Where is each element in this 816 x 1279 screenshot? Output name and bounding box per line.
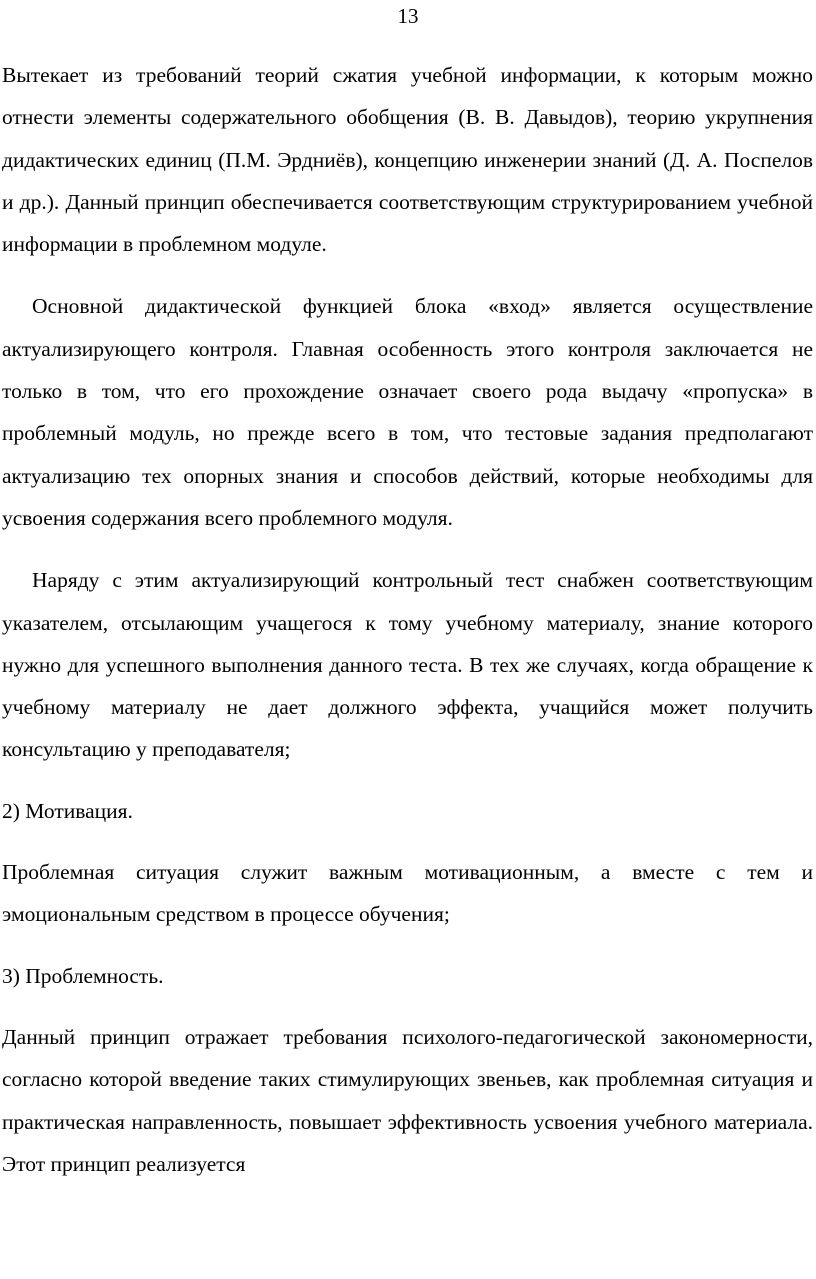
paragraph-compression-theories: Вытекает из требований теорий сжатия учебной информации, к которым можно отнести элементы содержательного обобщения (В. В. Давыдов), теорию укрупнения дидактических единиц (П.М. Эрдниёв), концепцию инженерии знаний (Д. А. Поспелов и др.). Данный принцип обеспечивается соответствующим структурированием учебной информации в проблемном модуле. — [2, 63, 813, 257]
paragraph-principle-reflection: Данный принцип отражает требования психолого-педагогической закономерности, согласно которой введение таких стимулирующих звеньев, как проблемная ситуация и практическая направленность, повышает эффективность усвоения учебного материала. Этот принцип реализуется — [2, 1024, 813, 1176]
paragraph-control-test-pointer: Наряду с этим актуализирующий контрольный тест снабжен соответствующим указателем, отсылающим учащегося к тому учебному материалу, знание которого нужно для успешного выполнения данного теста. В тех же случаях, когда обращение к учебному материалу не дает должного эффекта, учащийся может получить консультацию у преподавателя; — [2, 568, 813, 762]
paragraph-problem-situation: Проблемная ситуация служит важным мотивационным, а вместе с тем и эмоциональным средством в процессе обучения; — [2, 860, 813, 927]
heading-motivation: 2) Мотивация. — [2, 798, 133, 823]
heading-problematicity: 3) Проблемность. — [2, 963, 164, 988]
document-body — [2, 54, 813, 1185]
paragraph-entry-block-function: Основной дидактической функцией блока «вход» является осуществление актуализирующего контроля. Главная особенность этого контроля заключается не только в том, что его прохождение означает своего рода выдачу «пропуска» в проблемный модуль, но прежде всего в том, что тестовые задания предполагают актуализацию тех опорных знания и способов действий, которые необходимы для усвоения содержания всего проблемного модуля. — [2, 294, 813, 530]
page-number: 13 — [397, 4, 419, 28]
